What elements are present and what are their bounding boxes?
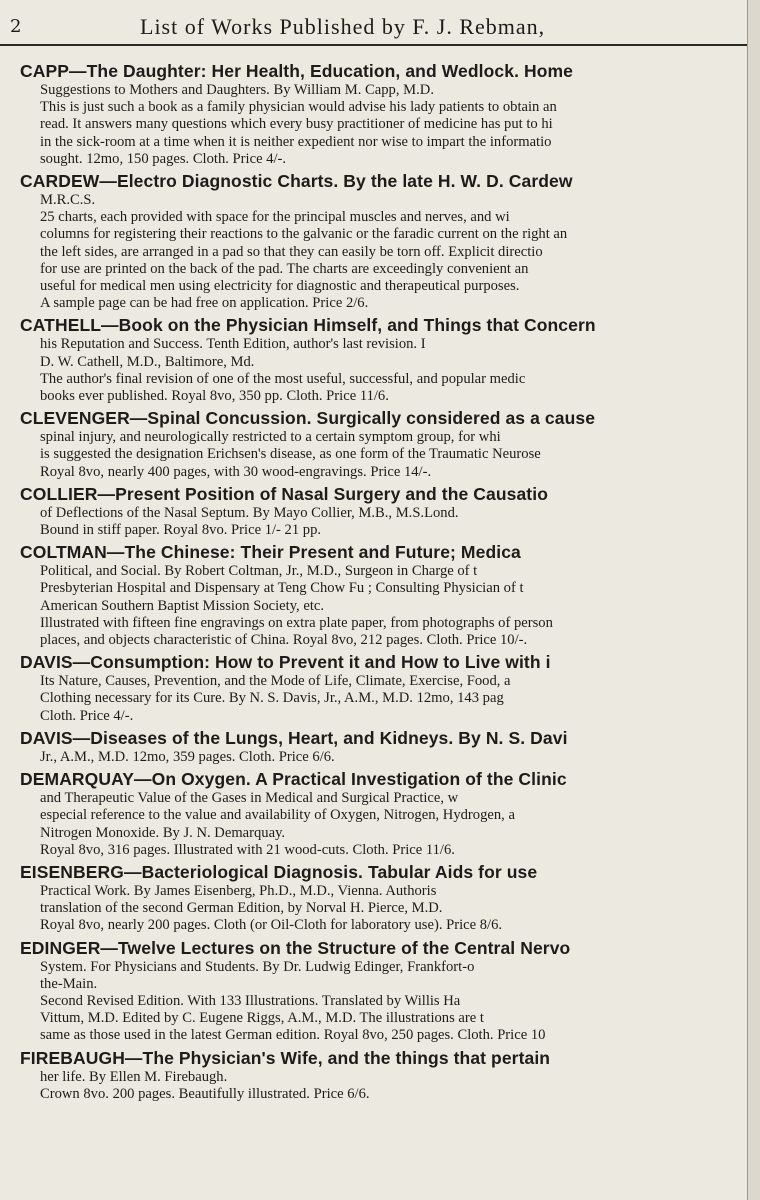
entry-text-line: especial reference to the value and availability of Oxygen, Nitrogen, Hydrogen, a — [40, 807, 515, 824]
catalogue-entry — [20, 768, 746, 859]
entry-text-line: D. W. Cathell, M.D., Baltimore, Md. — [40, 353, 255, 370]
entry-text-line: her life. By Ellen M. Firebaugh. — [40, 1068, 228, 1085]
entry-text-line: Vittum, M.D. Edited by C. Eugene Riggs, A.M., M.D. The illustrations are t — [40, 1010, 484, 1027]
entry-heading: CATHELL—Book on the Physician Himself, and Things that Concern — [20, 315, 596, 336]
entry-text-line: Second Revised Edition. With 133 Illustrations. Translated by Willis Ha — [40, 992, 461, 1009]
entry-text-line: System. For Physicians and Students. By Dr. Ludwig Edinger, Frankfort-o — [40, 958, 475, 975]
page-header — [0, 14, 748, 46]
entry-text-line: Crown 8vo. 200 pages. Beautifully illustrated. Price 6/6. — [40, 1085, 370, 1102]
entry-heading: CAPP—The Daughter: Her Health, Education, and Wedlock. Home — [20, 61, 574, 81]
entry-text-line: A sample page can be had free on application. Price 2/6. — [40, 295, 369, 312]
entry-heading: DEMARQUAY—On Oxygen. A Practical Investigation of the Clinic — [20, 769, 567, 790]
catalogue-entry — [20, 314, 746, 405]
entry-text-line: translation of the second German Edition, by Norval H. Pierce, M.D. — [40, 900, 443, 917]
entry-text-line: Practical Work. By James Eisenberg, Ph.D., M.D., Vienna. Authoris — [40, 882, 437, 899]
entry-heading: CARDEW—Electro Diagnostic Charts. By the late H. W. D. Cardew — [20, 171, 573, 192]
entry-text-line: M.R.C.S. — [40, 192, 96, 209]
entry-text-line: Presbyterian Hospital and Dispensary at Teng Chow Fu ; Consulting Physician of t — [40, 580, 524, 597]
entry-text-line: Royal 8vo, nearly 200 pages. Cloth (or Oil-Cloth for laboratory use). Price 8/6. — [40, 917, 503, 934]
entry-text-line: Jr., A.M., M.D. 12mo, 359 pages. Cloth. Price 6/6. — [40, 748, 335, 765]
entry-text-line: of Deflections of the Nasal Septum. By Mayo Collier, M.B., M.S.Lond. — [40, 504, 459, 521]
entry-text-line: Royal 8vo, 316 pages. Illustrated with 21 wood-cuts. Cloth. Price 11/6. — [40, 841, 455, 858]
entry-text-line: sought. 12mo, 150 pages. Cloth. Price 4/-. — [40, 150, 287, 167]
entry-text-line: This is just such a book as a family physician would advise his lady patients to obtain an — [40, 99, 557, 116]
entry-text-line: is suggested the designation Erichsen's disease, as one form of the Traumatic Neurose — [40, 446, 541, 463]
entry-text-line: Cloth. Price 4/-. — [40, 707, 134, 724]
entry-text-line: Its Nature, Causes, Prevention, and the Mode of Life, Climate, Exercise, Food, a — [40, 673, 511, 690]
entry-text-line: the left sides, are arranged in a pad so that they can easily be torn off. Explicit directio — [40, 243, 543, 260]
entry-heading: EDINGER—Twelve Lectures on the Structure of the Central Nervo — [20, 937, 571, 958]
entry-text-line: Suggestions to Mothers and Daughters. By William M. Capp, M.D. — [40, 82, 434, 98]
entry-text-line: for use are printed on the back of the pad. The charts are exceedingly convenient an — [40, 260, 529, 277]
entry-text-line: same as those used in the latest German edition. Royal 8vo, 250 pages. Cloth. Price 10 — [40, 1027, 546, 1044]
entry-heading: DAVIS—Consumption: How to Prevent it and How to Live with i — [20, 652, 551, 673]
entry-text-line: the-Main. — [40, 975, 98, 992]
entry-text-line: 25 charts, each provided with space for the principal muscles and nerves, and wi — [40, 209, 510, 226]
entry-heading: FIREBAUGH—The Physician's Wife, and the things that pertain — [20, 1047, 551, 1068]
catalogue-entry — [20, 483, 746, 539]
entry-text-line: Royal 8vo, nearly 400 pages, with 30 wood-engravings. Price 14/-. — [40, 463, 432, 480]
entry-text-line: his Reputation and Success. Tenth Edition, author's last revision. I — [40, 336, 426, 353]
catalogue-entry — [20, 1047, 746, 1103]
entry-text-line: Illustrated with fifteen fine engravings on extra plate paper, from photographs of person — [40, 614, 553, 631]
catalogue-entry — [20, 60, 746, 168]
running-title: List of Works Published by F. J. Rebman, — [140, 14, 546, 39]
entry-text-line: Nitrogen Monoxide. By J. N. Demarquay. — [40, 824, 286, 841]
entry-text-line: read. It answers many questions which every busy practitioner of medicine has put to hi — [40, 116, 553, 133]
entry-text-line: Bound in stiff paper. Royal 8vo. Price 1/- 21 pp. — [40, 522, 322, 539]
entry-heading: DAVIS—Diseases of the Lungs, Heart, and Kidneys. By N. S. Davi — [20, 727, 568, 748]
entry-text-line: useful for medical men using electricity for diagnostic and therapeutical purposes. — [40, 278, 520, 295]
entry-text-line: books ever published. Royal 8vo, 350 pp. Cloth. Price 11/6. — [40, 388, 389, 405]
entry-text-line: and Therapeutic Value of the Gases in Medical and Surgical Practice, w — [40, 790, 459, 807]
page-edge — [747, 0, 760, 1200]
entry-text-line: American Southern Baptist Mission Society, etc. — [40, 597, 324, 614]
entry-heading: EISENBERG—Bacteriological Diagnosis. Tabular Aids for use — [20, 861, 538, 882]
catalogue-entry — [20, 651, 746, 725]
entry-text-line: Political, and Social. By Robert Coltman, Jr., M.D., Surgeon in Charge of t — [40, 563, 478, 580]
catalogue-entries — [20, 60, 746, 1105]
entry-text-line: in the sick-room at a time when it is neither expedient nor wise to impart the informatio — [40, 133, 552, 150]
catalogue-entry — [20, 170, 746, 312]
entry-heading: CLEVENGER—Spinal Concussion. Surgically considered as a cause — [20, 408, 596, 429]
catalogue-entry — [20, 861, 746, 935]
entry-text-line: The author's final revision of one of the most useful, successful, and popular medic — [40, 370, 526, 387]
entry-text-line: Clothing necessary for its Cure. By N. S. Davis, Jr., A.M., M.D. 12mo, 143 pag — [40, 690, 504, 707]
entry-heading: COLTMAN—The Chinese: Their Present and Future; Medica — [20, 542, 521, 563]
entry-text-line: columns for registering their reactions to the galvanic or the faradic current on the right an — [40, 226, 568, 243]
catalogue-entry — [20, 541, 746, 649]
entry-text-line: places, and objects characteristic of China. Royal 8vo, 212 pages. Cloth. Price 10/-. — [40, 632, 528, 649]
catalogue-entry — [20, 727, 746, 766]
catalogue-entry — [20, 407, 746, 481]
entry-text-line: spinal injury, and neurologically restricted to a certain symptom group, for whi — [40, 429, 501, 446]
page-number: 2 — [10, 16, 22, 37]
catalogue-entry — [20, 937, 746, 1045]
entry-heading: COLLIER—Present Position of Nasal Surgery and the Causatio — [20, 483, 548, 504]
